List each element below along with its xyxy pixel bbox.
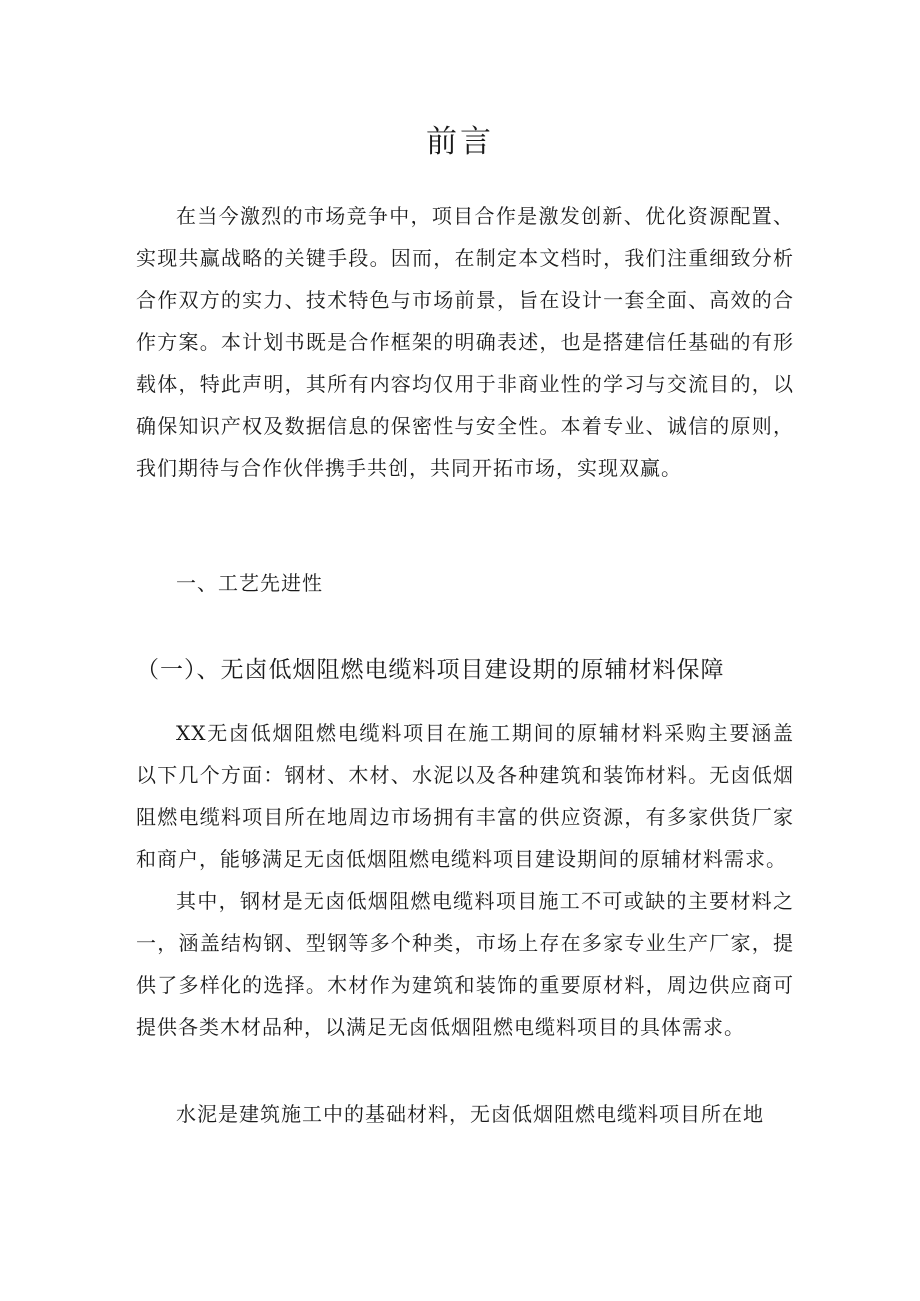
subsection-heading: （一）、无卤低烟阻燃电缆料项目建设期的原辅材料保障 bbox=[136, 657, 725, 683]
body-paragraph: 水泥是建筑施工中的基础材料，无卤低烟阻燃电缆料项目所在地 bbox=[176, 1102, 764, 1126]
intro-paragraph: 在当今激烈的市场竞争中，项目合作是激发创新、优化资源配置、实现共赢战略的关键手段。因而，在制定本文档时，我们注重细致分析合作双方的实力、技术特色与市场前景，旨在设计一套全面、高效的合作方案。本计划书既是合作框架的明确表述，也是搭建信任基础的有形载体，特此声明，其所有内容均仅用于非商业性的学习与交流目的，以确保知识产权及数据信息的保密性与安全性。本着专业、诚信的原则，我们期待与合作伙伴携手共创，共同开拓市场，实现双赢。 bbox=[136, 204, 794, 480]
page-title: 前言 bbox=[426, 124, 494, 160]
section-heading: 一、工艺先进性 bbox=[176, 571, 323, 595]
body-paragraph: 其中，钢材是无卤低烟阻燃电缆料项目施工不可或缺的主要材料之一，涵盖结构钢、型钢等多个种类，市场上存在多家专业生产厂家，提供了多样化的选择。木材作为建筑和装饰的重要原材料，周边供应商可提供各类木材品种，以满足无卤低烟阻燃电缆料项目的具体需求。 bbox=[136, 889, 794, 1039]
body-paragraph: XX无卤低烟阻燃电缆料项目在施工期间的原辅材料采购主要涵盖以下几个方面：钢材、木材、水泥以及各种建筑和装饰材料。无卤低烟阻燃电缆料项目所在地周边市场拥有丰富的供应资源，有多家供货厂家和商户，能够满足无卤低烟阻燃电缆料项目建设期间的原辅材料需求。 bbox=[136, 721, 794, 871]
